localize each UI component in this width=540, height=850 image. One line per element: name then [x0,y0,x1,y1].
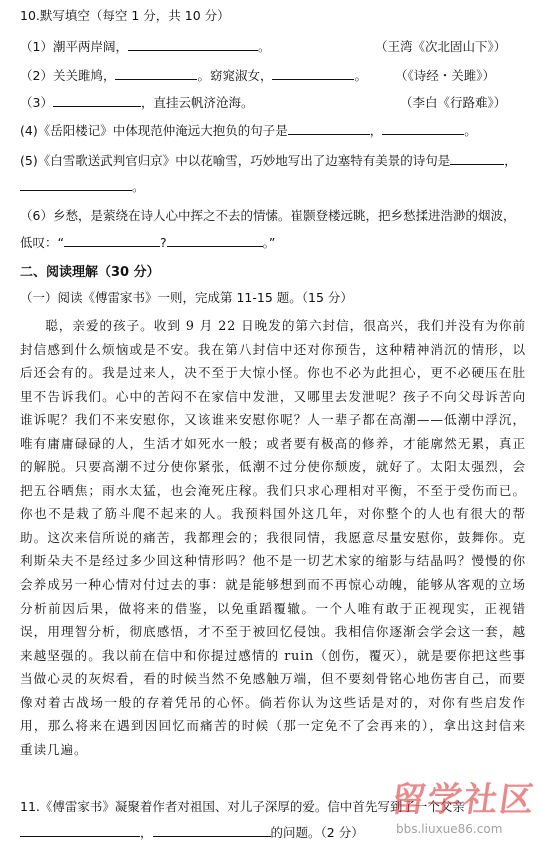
q11-line1 [20,796,540,818]
blank-4[interactable] [53,93,141,107]
part1-title [20,287,540,309]
q11-line2 [20,822,540,844]
item6-text2a: 低叹：“ [20,235,64,250]
item1-text: 潮平两岸阔， [52,39,128,54]
item2-text1: 关关雎鸠， [52,68,116,83]
q11-sep: ， [140,825,153,840]
q10-item5 [20,150,540,172]
item5-end: ， [504,153,517,168]
item2-text2: 。窈窕淑女， [197,68,273,83]
blank-8[interactable] [20,177,132,191]
blank-3[interactable] [272,66,354,80]
blank-1[interactable] [128,37,258,51]
blank-2[interactable] [115,66,197,80]
item2-end: 。 [354,68,367,83]
item3-text: ，直挂云帆济沧海。 [140,95,254,110]
part1-title-text: （一）阅读《傅雷家书》一则，完成第 11-15 题。（15 分） [20,290,353,305]
blank-5[interactable] [288,121,370,135]
item4-text: (4)《岳阳楼记》中体现范仲淹远大抱负的句子是 [20,123,288,138]
q11-text: 11.《傅雷家书》凝聚着作者对祖国、对儿子深厚的爱。信中首先写到了一个父亲 [20,799,465,814]
item3-cite: （李白《行路难》） [400,95,507,110]
watermark-main-text: 留学社区 [388,780,539,820]
blank-7[interactable] [450,151,504,165]
q10-item5-cont [20,176,540,198]
blank-6[interactable] [382,121,464,135]
q10-item4 [20,120,540,142]
item4-sep: ， [369,123,383,138]
item3-num: （3） [20,95,53,110]
item5-text: (5)《白雪歌送武判官归京》中以花喻雪，巧妙地写出了边塞特有美景的诗句是 [20,153,451,168]
item2-cite: （《诗经・关雎》） [395,68,496,83]
q10-title-text: 10.默写填空（每空 1 分，共 10 分） [20,8,230,23]
blank-9[interactable] [64,233,160,247]
item1-end: 。 [257,39,271,54]
item4-end: 。 [464,123,477,138]
q10-item1 [20,36,540,58]
item6-text: （6）乡愁，是萦绕在诗人心中挥之不去的情愫。崔颢登楼远眺，把乡愁揉进浩渺的烟波， [20,208,516,223]
item1-num: （1） [20,39,53,54]
item1-cite: （王湾《次北固山下》） [375,39,507,54]
q11-end: 的问题。（2 分） [270,825,364,840]
q10-title [20,5,540,27]
item6-end: 。” [262,235,276,250]
blank-12[interactable] [153,823,271,837]
q10-item6-cont [20,232,540,254]
item6-mid: ? [159,235,167,250]
reading-paragraph: 聪，亲爱的孩子。收到 9 月 22 日晚发的第六封信，很高兴，我们并没有为你前封信感到什么烦恼或是不安。我在第八封信中还对你预告，这种精神消沉的情形，以后还会有的。我是过来人，决不至于大惊小怪。你也不必为此担心，更不必硬压在肚里不告诉我们。心中的苦闷不在家信中发泄，又哪里去发泄呢？孩子不向父母诉苦向谁诉呢？我们不来安慰你，又该谁来安慰你呢？人一辈子都在高潮——低潮中浮沉，唯有庸庸碌碌的人，生活才如死水一般；或者要有极高的修养，才能廓然无累，真正的解脱。只要高潮不过分使你紧张，低潮不过分使你颓废，就好了。太阳太强烈，会把五谷晒焦；雨水太猛，也会淹死庄稼。我们只求心理相对平衡，不至于受伤而已。你也不是栽了筋斗爬不起来的人。我预料国外这几年，对你整个的人也有很大的帮助。这次来信所说的痛苦，我都理会的；我很同情，我愿意尽量安慰你，鼓舞你。克利斯朵夫不是经过多少回这种情形吗？他不是一切艺术家的缩影与结晶吗？慢慢的你会养成另一种心情对付过去的事：就是能够想到而不再惊心动魄，能够从客观的立场分析前因后果，做将来的借鉴，以免重蹈覆辙。一个人唯有敢于正视现实，正视错误，用理智分析，彻底感悟，才不至于被回忆侵蚀。我相信你逐渐会学会这一套，越来越坚强的。我以前在信中和你提过感情的 ruin（创伤，覆灭），就是要你把这些事当做心灵的灰烬看，看的时候当然不免感触万端，但不要刻骨铭心地伤害自己，而要像对着古战场一般的存着凭吊的心怀。倘若你认为这些话是对的，对你有些启发作用，那么将来在遇到因回忆而痛苦的时候（那一定免不了会再来的），拿出这封信来重读几遍。 [20,318,526,757]
blank-10[interactable] [167,233,263,247]
q10-item2 [20,65,540,87]
reading-passage [20,314,526,761]
watermark-url: bbs.liuxue86.com [396,822,503,836]
item5-end2: 。 [132,179,145,194]
blank-11[interactable] [20,823,140,837]
item2-num: （2） [20,68,53,83]
q10-item6 [20,205,540,227]
q10-item3 [20,92,540,114]
section-2-title-text: 二、阅读理解（30 分） [20,265,160,280]
section-2-title [20,262,540,284]
